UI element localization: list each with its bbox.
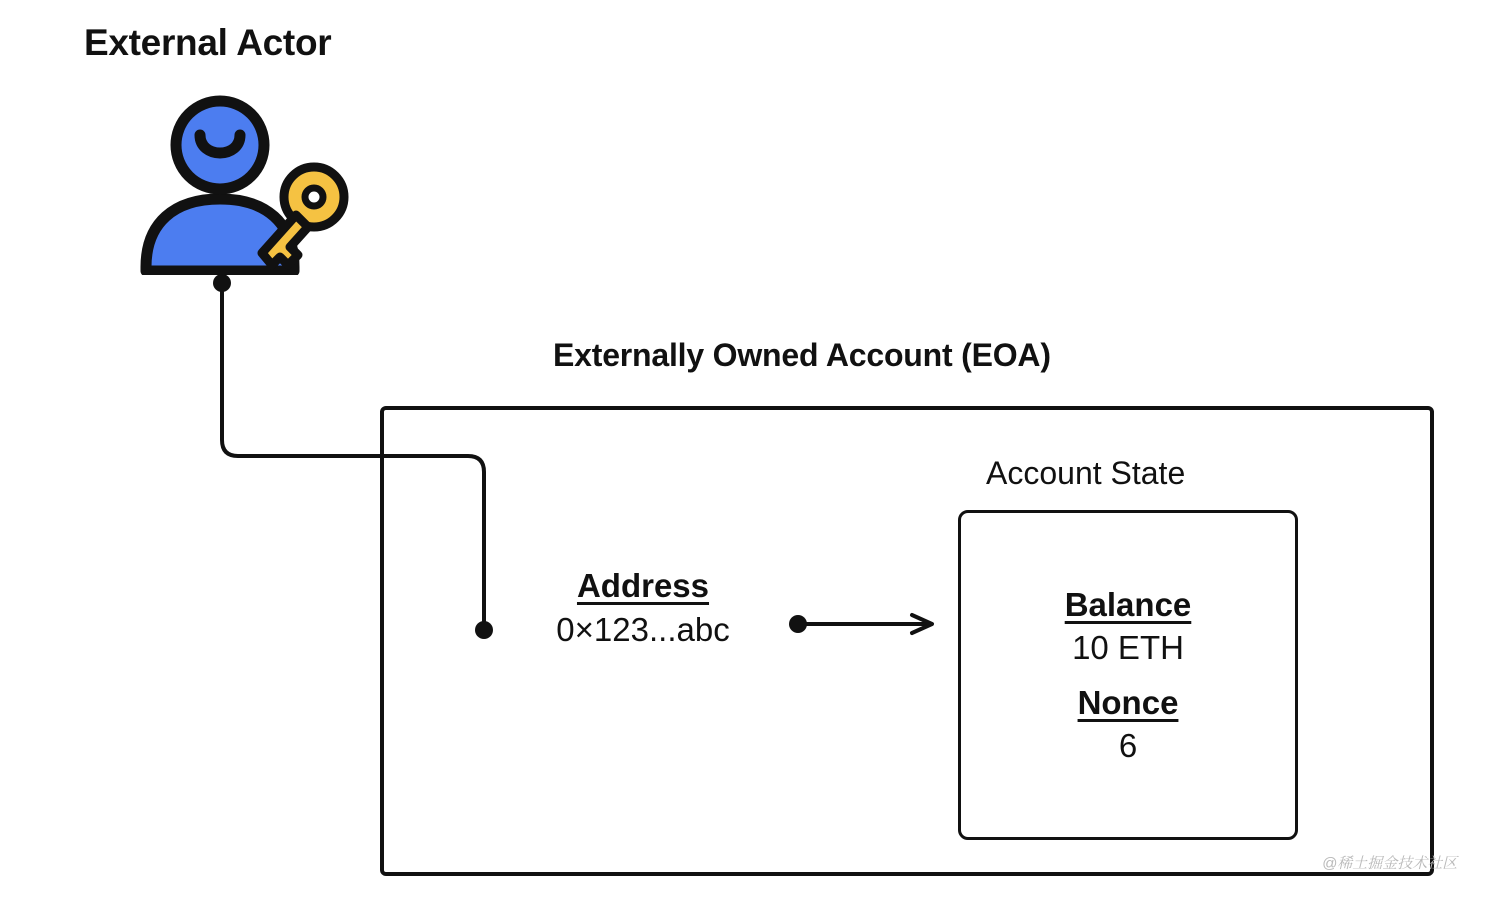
nonce-key-label: Nonce bbox=[1077, 684, 1179, 721]
address-key-label: Address bbox=[576, 567, 710, 604]
balance-value: 10 ETH bbox=[1072, 628, 1184, 666]
address-block bbox=[520, 565, 766, 652]
external-actor-label: External Actor bbox=[84, 22, 332, 63]
account-state-box bbox=[958, 510, 1298, 840]
person-with-key-icon bbox=[138, 95, 368, 275]
eoa-title: Externally Owned Account (EOA) bbox=[553, 337, 1051, 373]
address-value: 0×123...abc bbox=[556, 610, 730, 648]
balance-key-label: Balance bbox=[1064, 585, 1192, 623]
account-state-title: Account State bbox=[986, 455, 1186, 491]
watermark: @稀土掘金技术社区 bbox=[1322, 855, 1458, 872]
nonce-value: 6 bbox=[1118, 727, 1138, 765]
